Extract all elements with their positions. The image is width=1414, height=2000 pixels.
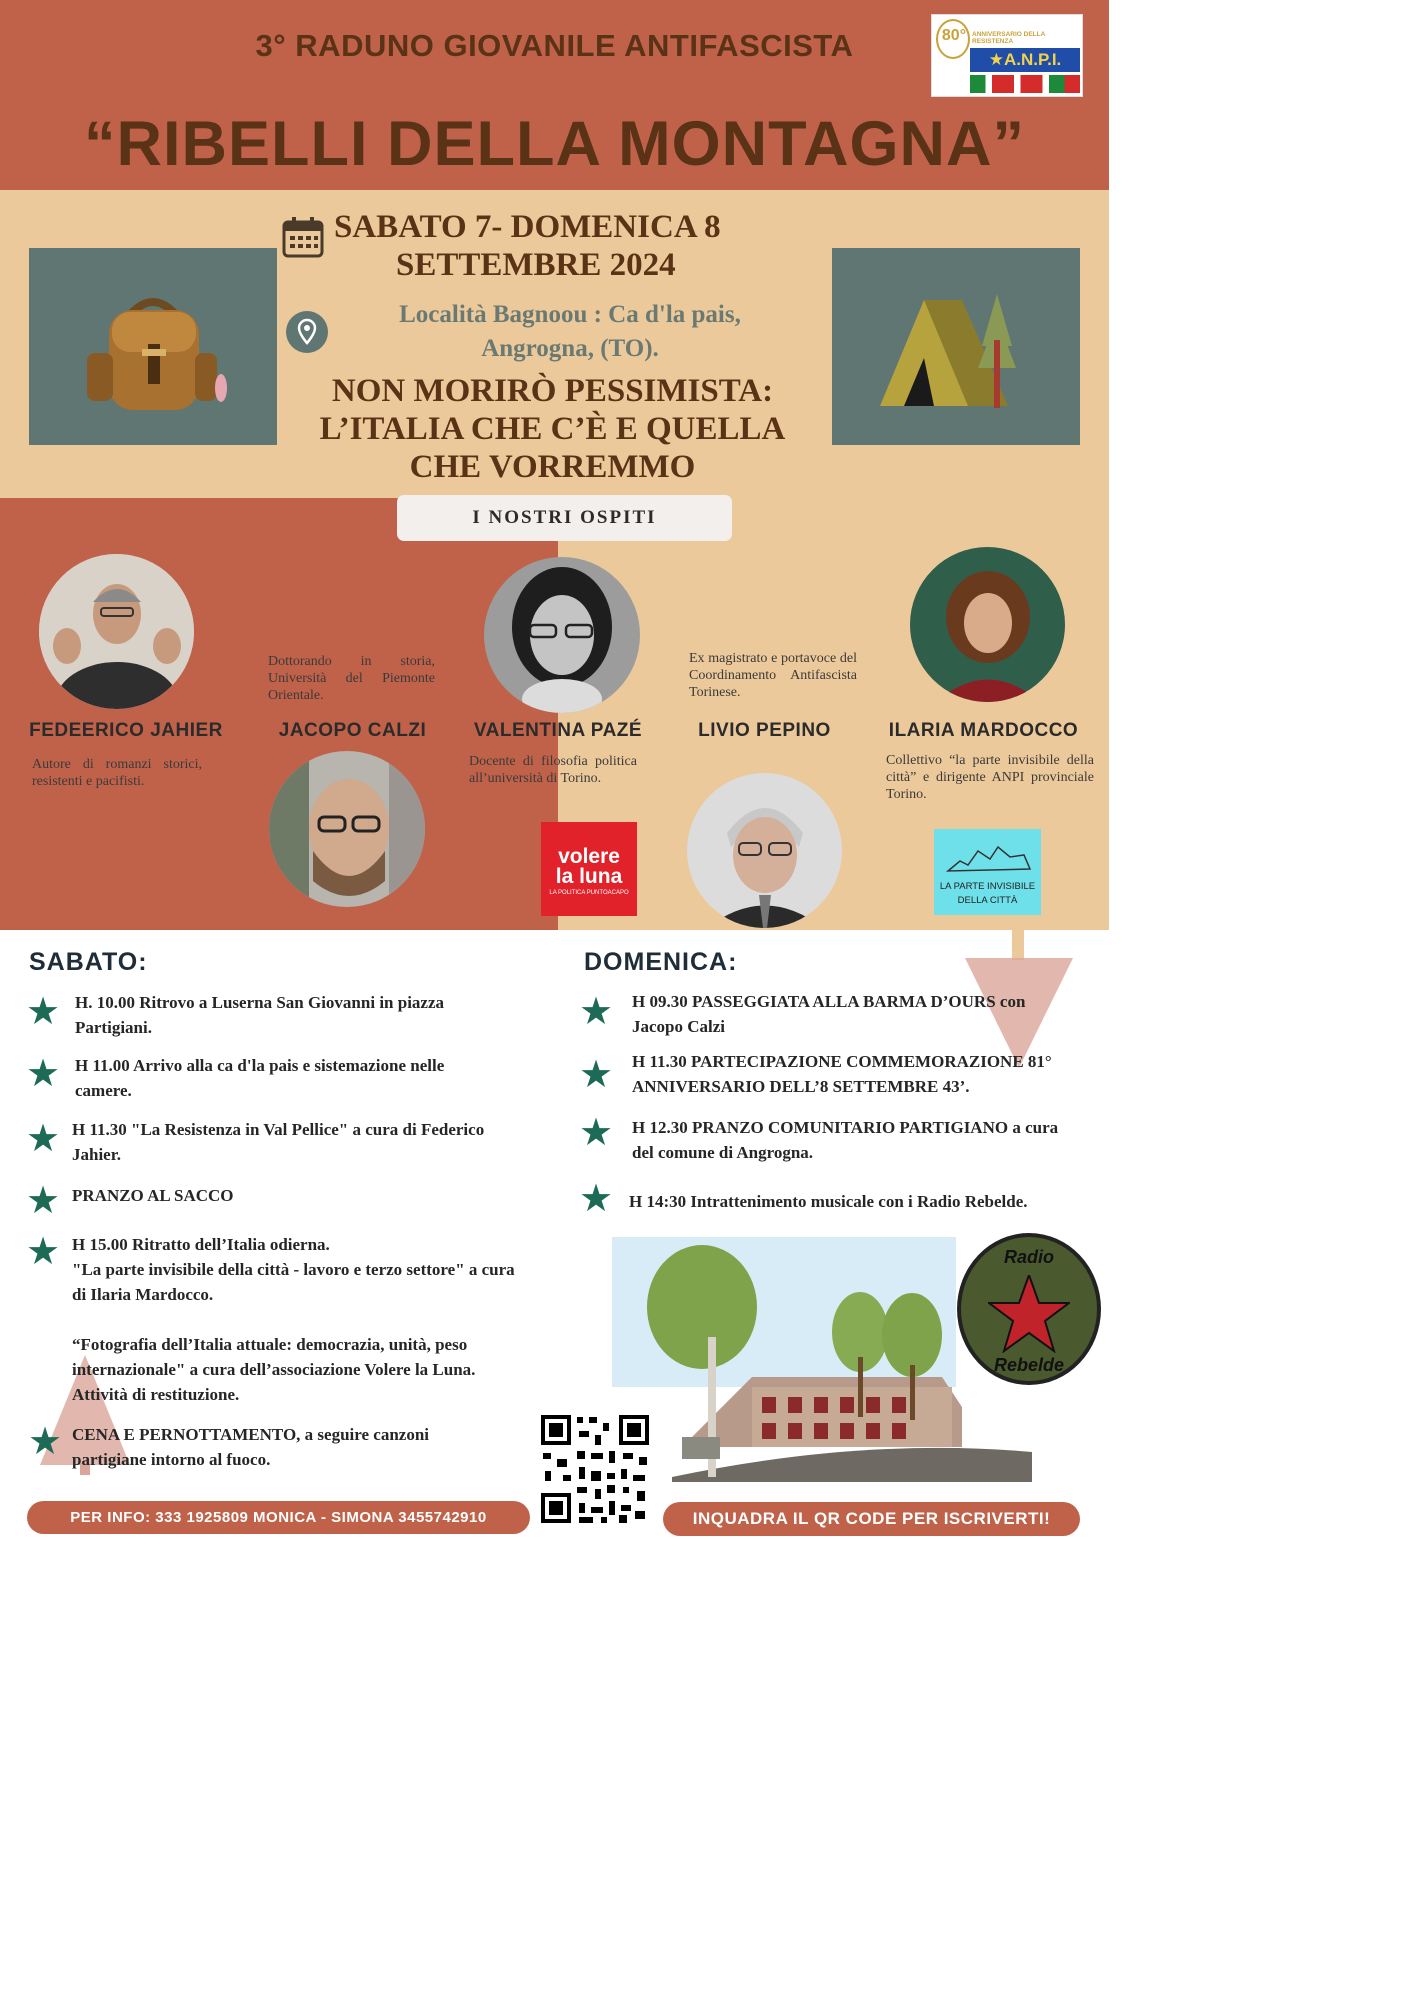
volere-line1: volere — [558, 845, 620, 868]
tent-icon — [832, 248, 1080, 445]
radio-rebelde-logo — [957, 1233, 1101, 1385]
anpi-logo-name: ★A.N.P.I. — [970, 48, 1080, 72]
radio-bottom-text: Rebelde — [993, 1355, 1065, 1375]
domenica-item: H 11.30 PARTECIPAZIONE COMMEMORAZIONE 81° ANNIVERSARIO DELL’8 SETTEMBRE 43’. — [632, 1052, 1052, 1096]
guest-desc-paze: Docente di filosofia politica all’università di Torino. — [469, 754, 637, 786]
theme-line2: L’ITALIA CHE C’È E QUELLA — [319, 411, 786, 447]
guest-name-mardocco: ILARIA MARDOCCO — [888, 720, 1079, 741]
guest-photo-paze — [484, 557, 640, 713]
sabato-item: "La parte invisibile della città - lavoro e terzo settore" a cura di Ilaria Mardocco. — [72, 1260, 515, 1304]
calendar-icon — [282, 216, 324, 258]
sabato-heading: SABATO: — [29, 948, 148, 976]
theme-line1: NON MORIRÒ PESSIMISTA: — [331, 373, 774, 409]
guest-photo-jahier — [39, 554, 194, 709]
guest-photo-pepino — [687, 773, 842, 928]
radio-top-text: Radio — [1003, 1247, 1054, 1267]
anpi-logo-80: 80° — [941, 27, 967, 44]
guests-heading: I NOSTRI OSPITI — [397, 495, 732, 541]
location-pin-icon — [285, 310, 329, 354]
sabato-item: H 15.00 Ritratto dell’Italia odierna. — [72, 1235, 330, 1254]
italian-flag-stripes — [970, 75, 1080, 93]
guest-name-paze: VALENTINA PAZÉ — [473, 720, 643, 741]
sabato-item: H 11.30 "La Resistenza in Val Pellice" a cura di Federico Jahier. — [72, 1120, 485, 1164]
qr-cta-banner: INQUADRA IL QR CODE PER ISCRIVERTI! — [663, 1502, 1080, 1536]
star-icon: ★ — [26, 1118, 61, 1160]
star-icon: ★ — [28, 1421, 63, 1463]
backpack-illustration — [29, 248, 277, 445]
volere-line2: la luna — [555, 865, 623, 888]
star-icon: ★ — [26, 1231, 61, 1273]
event-title: “RIBELLI DELLA MONTAGNA” — [84, 109, 1025, 179]
domenica-item: H 12.30 PRANZO COMUNITARIO PARTIGIANO a cura del comune di Angrogna. — [632, 1118, 1059, 1162]
event-subtitle: 3° RADUNO GIOVANILE ANTIFASCISTA — [255, 28, 854, 63]
sabato-item: H. 10.00 Ritrovo a Luserna San Giovanni in piazza Partigiani. — [75, 993, 445, 1037]
arrow-stem — [1012, 930, 1024, 960]
star-icon: ★ — [579, 991, 614, 1033]
guest-desc-jahier: Autore di romanzi storici, resistenti e pacifisti. — [32, 757, 202, 789]
domenica-item: H 14:30 Intrattenimento musicale con i Radio Rebelde. — [629, 1192, 1028, 1211]
event-date-line2: SETTEMBRE 2024 — [396, 247, 676, 283]
star-icon: ★ — [26, 991, 61, 1033]
star-icon: ★ — [579, 1112, 614, 1154]
parte-invisibile-logo — [934, 829, 1041, 915]
anpi-logo — [931, 14, 1083, 97]
guest-name-calzi: JACOPO CALZI — [278, 720, 427, 741]
guest-desc-pepino: Ex magistrato e portavoce del Coordinamento Antifascista Torinese. — [689, 651, 857, 700]
volere-tag: LA POLITICA PUNTOACAPO — [549, 890, 629, 896]
volere-la-luna-logo — [541, 822, 637, 916]
domenica-item: H 09.30 PASSEGGIATA ALLA BARMA D’OURS con Jacopo Calzi — [632, 992, 1026, 1036]
theme-line3: CHE VORREMMO — [409, 449, 696, 485]
star-icon: ★ — [579, 1178, 614, 1220]
domenica-heading: DOMENICA: — [584, 948, 738, 976]
guest-name-jahier: FEDEERICO JAHIER — [29, 720, 223, 741]
guest-photo-calzi — [269, 751, 425, 907]
star-icon: ★ — [26, 1053, 61, 1095]
red-star-icon — [988, 1275, 1070, 1353]
location-line2: Angrogna, (TO). — [481, 335, 659, 362]
anpi-logo-anniversary: ANNIVERSARIO DELLA RESISTENZA — [972, 31, 1046, 45]
guest-desc-calzi: Dottorando in storia, Università del Piemonte Orientale. — [268, 654, 435, 703]
parte-line2: DELLA CITTÀ — [957, 895, 1018, 906]
star-icon: ★ — [26, 1180, 61, 1222]
event-date — [334, 208, 794, 284]
sabato-item: “Fotografia dell’Italia attuale: democrazia, unità, peso internazionale" a cura dell’associazione Volere la Luna. Attività di restituzione. — [72, 1335, 476, 1404]
guest-desc-mardocco: Collettivo “la parte invisibile della città” e dirigente ANPI provinciale Torino. — [886, 753, 1094, 802]
tent-illustration — [832, 248, 1080, 445]
sabato-item: PRANZO AL SACCO — [72, 1186, 234, 1205]
guest-name-pepino: LIVIO PEPINO — [698, 720, 831, 741]
event-theme — [270, 372, 835, 486]
parte-line1: LA PARTE INVISIBILE — [939, 881, 1036, 892]
location-line1: Località Bagnoou : Ca d'la pais, — [399, 301, 741, 328]
event-date-line1: SABATO 7- DOMENICA 8 — [334, 209, 721, 245]
sabato-item: CENA E PERNOTTAMENTO, a seguire canzoni partigiane intorno al fuoco. — [72, 1425, 430, 1469]
event-location — [360, 298, 780, 366]
guest-photo-mardocco — [910, 547, 1065, 702]
star-icon: ★ — [579, 1054, 614, 1096]
contact-info-banner: PER INFO: 333 1925809 MONICA - SIMONA 3455742910 — [27, 1501, 530, 1534]
backpack-icon — [29, 248, 277, 445]
sabato-item: H 11.00 Arrivo alla ca d'la pais e sistemazione nelle camere. — [75, 1056, 445, 1100]
qr-code[interactable] — [539, 1413, 651, 1525]
